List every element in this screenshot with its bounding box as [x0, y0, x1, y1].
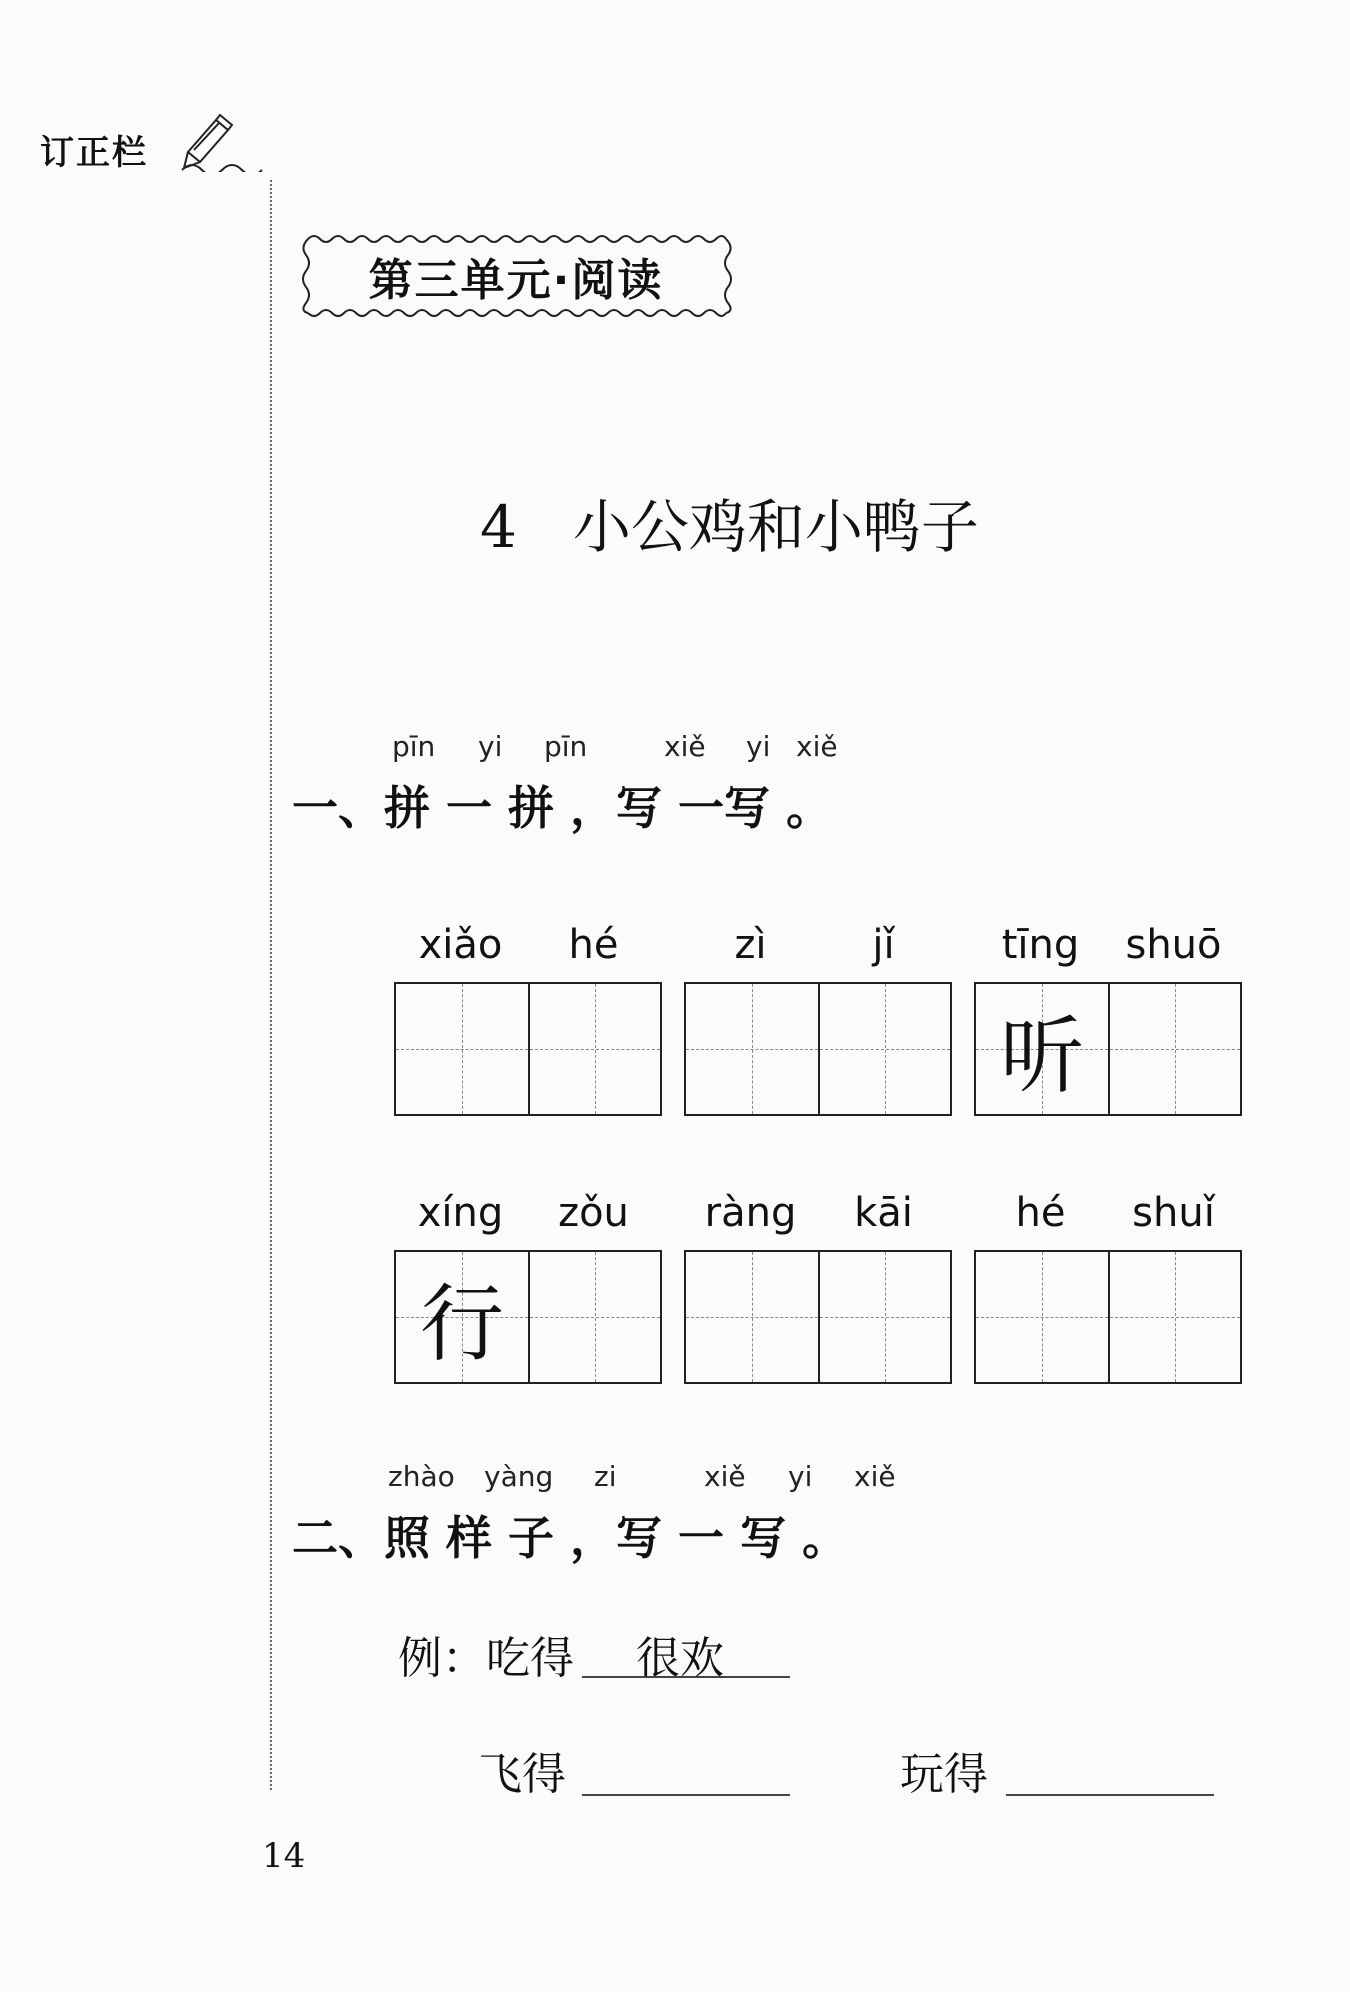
lesson-title	[480, 480, 979, 564]
q1-pinyin: pīn	[544, 730, 588, 763]
q2-pinyin: xiě	[854, 1460, 896, 1493]
unit-banner	[298, 233, 734, 319]
question-2-heading: 二、照 样 子 ，写 一 写 。	[292, 1511, 849, 1565]
pinyin-syllable: hé	[568, 922, 619, 968]
q2-pinyin: zi	[594, 1460, 617, 1493]
pinyin-syllable: hé	[1015, 1190, 1066, 1236]
written-char	[1110, 1252, 1240, 1382]
word-pinyin	[974, 1190, 1240, 1238]
pencil-icon	[180, 112, 270, 176]
writing-cell[interactable]	[1108, 984, 1240, 1114]
tianzige-grid	[684, 982, 952, 1116]
tianzige-grid	[394, 982, 662, 1116]
q2-pinyin: xiě	[704, 1460, 746, 1493]
q1-pinyin: yi	[746, 730, 771, 763]
written-char	[396, 984, 528, 1114]
writing-cell[interactable]	[396, 984, 528, 1114]
q1-pinyin: xiě	[664, 730, 706, 763]
q1-pinyin: yi	[478, 730, 503, 763]
written-char	[976, 1252, 1108, 1382]
written-char: 行	[419, 1274, 504, 1373]
word-pinyin	[394, 1190, 660, 1238]
writing-cell[interactable]	[396, 1252, 528, 1382]
written-char: 听	[999, 1006, 1084, 1105]
tianzige-grid	[684, 1250, 952, 1384]
written-char	[530, 1252, 660, 1382]
q2-pinyin: yi	[788, 1460, 813, 1493]
written-char	[1110, 984, 1240, 1114]
pinyin-syllable: ràng	[704, 1190, 797, 1236]
pinyin-syllable: xiǎo	[418, 922, 503, 968]
written-char	[820, 984, 950, 1114]
written-char	[686, 984, 818, 1114]
writing-cell[interactable]	[976, 1252, 1108, 1382]
pinyin-syllable: shuǐ	[1132, 1190, 1215, 1236]
correction-column-label: 订正栏	[40, 133, 148, 173]
pinyin-syllable: shuō	[1125, 922, 1222, 968]
tianzige-grid	[974, 982, 1242, 1116]
written-char	[820, 1252, 950, 1382]
example-answer-line	[582, 1676, 790, 1678]
writing-cell[interactable]	[528, 984, 660, 1114]
word-pinyin	[684, 922, 950, 970]
writing-cell[interactable]	[686, 984, 818, 1114]
pinyin-syllable: zì	[734, 922, 767, 968]
word-pinyin	[684, 1190, 950, 1238]
pinyin-syllable: tīng	[1001, 922, 1080, 968]
lesson-name: 小公鸡和小鸭子	[572, 493, 979, 561]
page-number: 14	[262, 1836, 306, 1876]
pinyin-syllable: kāi	[854, 1190, 913, 1236]
q1-pinyin: xiě	[796, 730, 838, 763]
tianzige-grid	[974, 1250, 1242, 1384]
margin-dotted-line	[270, 180, 272, 1790]
writing-cell[interactable]	[976, 984, 1108, 1114]
writing-cell[interactable]	[818, 984, 950, 1114]
q2-pinyin: zhào	[388, 1460, 455, 1493]
pinyin-syllable: jǐ	[872, 922, 895, 968]
writing-cell[interactable]	[1108, 1252, 1240, 1382]
pinyin-syllable: zǒu	[558, 1190, 629, 1236]
question-1-heading: 一、拼 一 拼 ，写 一写 。	[292, 781, 833, 835]
fill-item-2-label: 玩得	[900, 1749, 988, 1800]
written-char	[686, 1252, 818, 1382]
unit-title: 第三单元·阅读	[368, 255, 664, 306]
writing-cell[interactable]	[818, 1252, 950, 1382]
q2-pinyin: yàng	[484, 1460, 554, 1493]
word-pinyin	[974, 922, 1240, 970]
fill-item-1-blank[interactable]	[582, 1794, 790, 1796]
word-pinyin	[394, 922, 660, 970]
example-label: 例：吃得	[398, 1633, 574, 1684]
q1-pinyin: pīn	[392, 730, 436, 763]
fill-item-1-label: 飞得	[478, 1749, 566, 1800]
fill-item-2-blank[interactable]	[1006, 1794, 1214, 1796]
writing-cell[interactable]	[528, 1252, 660, 1382]
pinyin-syllable: xíng	[417, 1190, 504, 1236]
tianzige-grid	[394, 1250, 662, 1384]
writing-cell[interactable]	[686, 1252, 818, 1382]
lesson-number: 4	[480, 493, 517, 561]
written-char	[530, 984, 660, 1114]
example-answer: 很欢	[636, 1633, 724, 1684]
